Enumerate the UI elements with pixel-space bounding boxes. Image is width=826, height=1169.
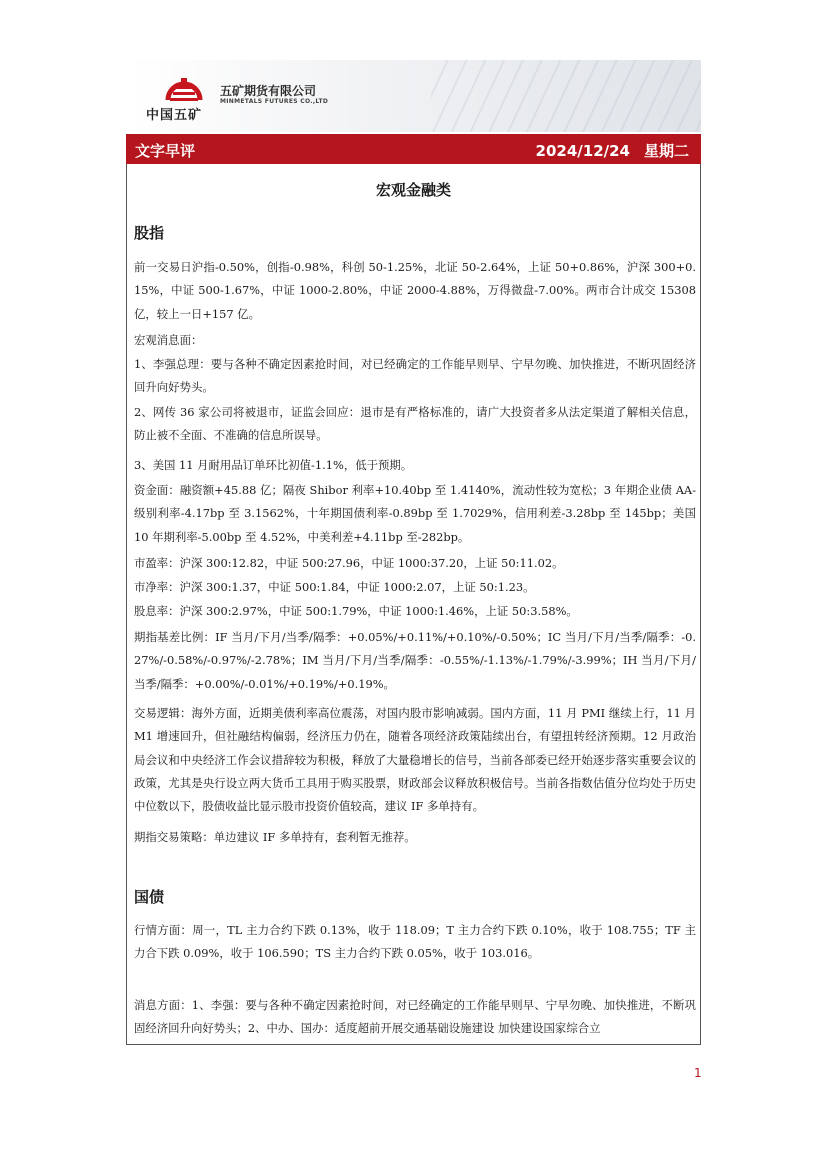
report-name: 文字早评 <box>135 142 196 160</box>
bonds-news: 消息方面：1、李强：要与各种不确定因素抢时间，对已经确定的工作能早则早、宁早勿晚、加快推进，不断巩固经济回升向好势头；2、中办、国办：适度超前开展交通基础设施建设 加快建设国家综合立 <box>134 998 696 1036</box>
report-weekday: 星期二 <box>643 142 689 160</box>
stock-index-basis: 期指基差比例：IF 当月/下月/当季/隔季：+0.05%/+0.11%/+0.10%/-0.50%；IC 当月/下月/当季/隔季：-0.27%/-0.58%/-0.97%/-2.78%；IM 当月/下月/当季/隔季：-0.55%/-1.13%/-1.79%/-3.99%；IH 当月/下月/当季/隔季：+0.00%/-0.01%/+0.19%/+0.19%。 <box>134 630 696 691</box>
stock-index-news-1: 1、李强总理：要与各种不确定因素抢时间，对已经确定的工作能早则早、宁早勿晚、加快推进，不断巩固经济回升向好势头。 <box>134 357 696 395</box>
report-title-bar <box>126 134 701 164</box>
stock-index-pe: 市盈率：沪深 300:12.82，中证 500:27.96，中证 1000:37.20，上证 50:11.02。 <box>134 556 564 570</box>
stock-index-heading: 股指 <box>134 224 165 242</box>
stock-index-macro-news-label: 宏观消息面： <box>134 333 203 347</box>
stock-index-news-3: 3、美国 11 月耐用品订单环比初值-1.1%，低于预期。 <box>134 458 413 472</box>
header-decoration <box>431 60 701 132</box>
company-name: 五矿期货有限公司 <box>220 84 317 98</box>
stock-index-dividend: 股息率：沪深 300:2.97%，中证 500:1.79%，中证 1000:1.46%，上证 50:3.58%。 <box>134 604 578 618</box>
stock-index-strategy: 期指交易策略：单边建议 IF 多单持有，套利暂无推荐。 <box>134 830 416 844</box>
stock-index-trading-logic: 交易逻辑：海外方面，近期美债利率高位震荡，对国内股市影响减弱。国内方面，11 月 PMI 继续上行，11 月 M1 增速回升，但社融结构偏弱，经济压力仍在，随着各项经济政策陆续出台，有望扭转经济预期。12 月政治局会议和中央经济工作会议措辞较为积极，释放了大量稳增长的信号，当前各部委已经开始逐步落实重要会议的政策，尤其是央行设立两大货币工具用于购买股票，财政部会议释放积极信号。当前各指数估值分位均处于历史中位数以下，股债收益比显示股市投资价值较高，建议 IF 多单持有。 <box>134 706 696 814</box>
company-name-en: MINMETALS FUTURES CO.,LTD <box>220 98 329 105</box>
report-content <box>126 164 701 1045</box>
report-date: 2024/12/24 <box>535 142 630 160</box>
section-title: 宏观金融类 <box>375 181 451 199</box>
bonds-market: 行情方面：周一，TL 主力合约下跌 0.13%，收于 118.09；T 主力合约下跌 0.10%，收于 108.755；TF 主力合下跌 0.09%，收于 106.590；TS 主力合约下跌 0.05%，收于 103.016。 <box>134 923 696 961</box>
stock-index-market-summary: 前一交易日沪指-0.50%，创指-0.98%，科创 50-1.25%，北证 50-2.64%，上证 50+0.86%，沪深 300+0.15%，中证 500-1.67%，中证 1000-2.80%，中证 2000-4.88%，万得微盘-7.00%。两市合计成交 15308 亿，较上一日+157 亿。 <box>134 260 696 321</box>
stock-index-pb: 市净率：沪深 300:1.37，中证 500:1.84，中证 1000:2.07，上证 50:1.23。 <box>134 580 535 594</box>
bonds-heading: 国债 <box>134 888 165 906</box>
stock-index-liquidity: 资金面：融资额+45.88 亿；隔夜 Shibor 利率+10.40bp 至 1.4140%，流动性较为宽松；3 年期企业债 AA-级别利率-4.17bp 至 3.1562%，十年期国债利率-0.89bp 至 1.7029%，信用利差-3.28bp 至 145bp；美国 10 年期利率-5.00bp 至 4.52%，中美利差+4.11bp 至-282bp。 <box>134 483 696 544</box>
page-header-banner <box>126 60 701 132</box>
report-date-block <box>522 140 689 161</box>
page-number: 1 <box>694 1066 702 1080</box>
minmetals-logo-icon <box>164 72 204 106</box>
logo-text: 中国五矿 <box>146 108 203 123</box>
stock-index-news-2: 2、网传 36 家公司将被退市，证监会回应：退市是有严格标准的，请广大投资者多从法定渠道了解相关信息，防止被不全面、不准确的信息所误导。 <box>134 405 696 443</box>
